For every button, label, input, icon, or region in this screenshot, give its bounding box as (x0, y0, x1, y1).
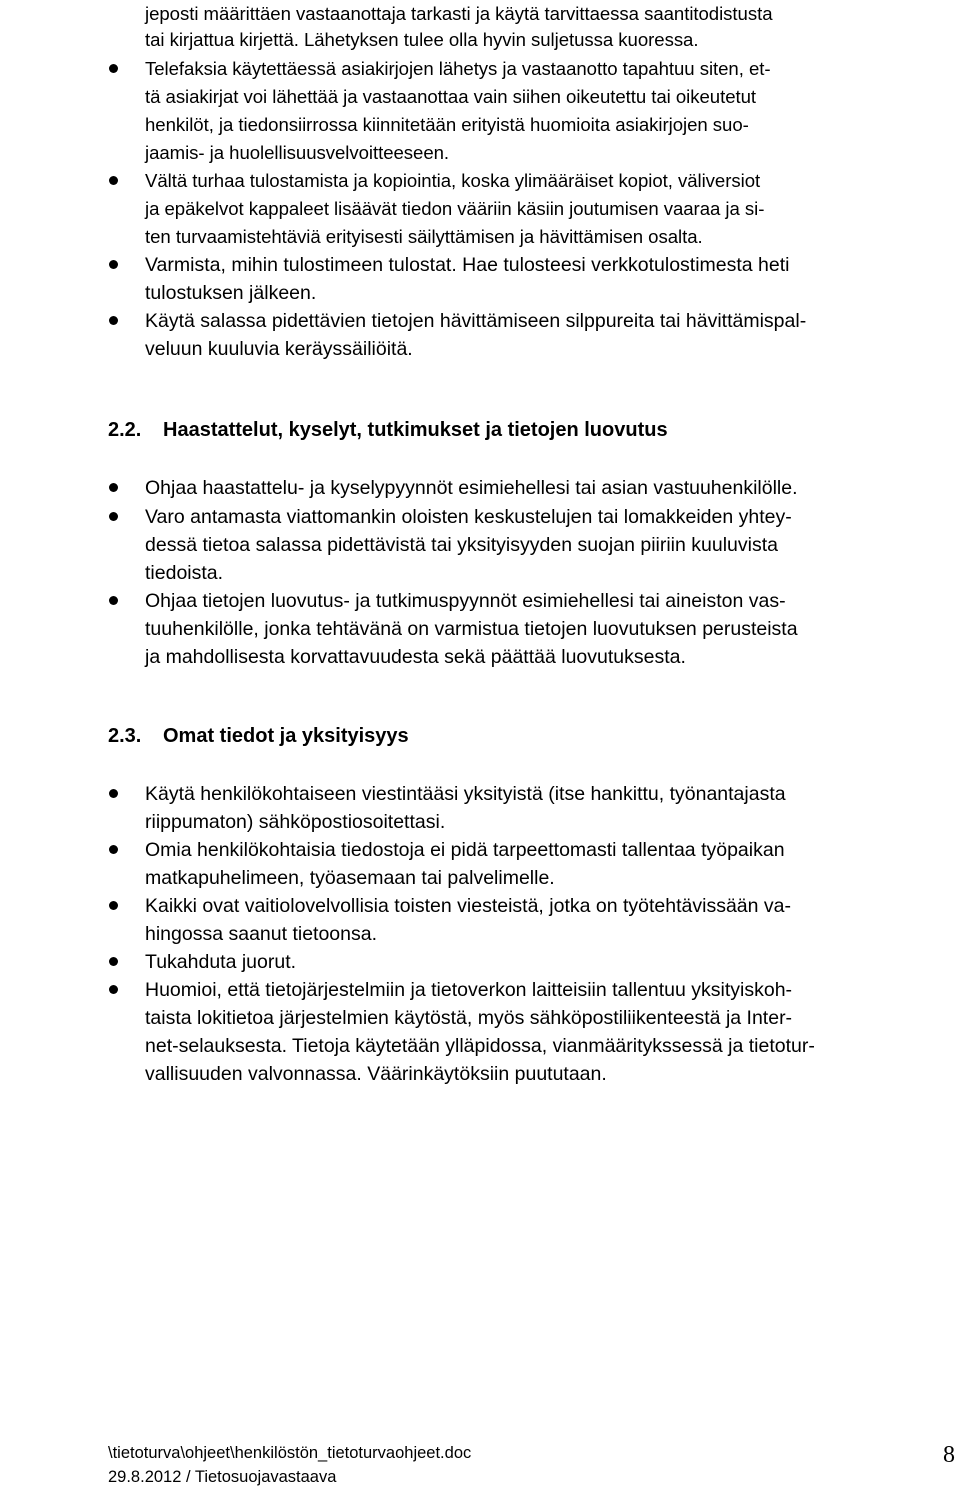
text-line: Ohjaa haastattelu- ja kyselypyynnöt esimiehellesi tai asian vastuuhenkilölle. (145, 477, 798, 499)
text-line: Käytä henkilökohtaiseen viestintääsi yksityistä (itse hankittu, työnantajasta (145, 783, 786, 805)
text-line: tiedoista. (145, 562, 224, 584)
text-line: Huomioi, että tietojärjestelmiin ja tietoverkon laitteisiin tallentuu yksityiskoh- (145, 979, 793, 1001)
text-line: vallisuuden valvonnassa. Väärinkäytöksiin puututaan. (145, 1063, 607, 1085)
bullet-icon (109, 176, 118, 185)
text-line: net-selauksesta. Tietoja käytetään ylläpidossa, vianmääritykssessä ja tietotur- (145, 1035, 815, 1057)
text-line: tulostuksen jälkeen. (145, 282, 317, 304)
bullet-icon (109, 260, 118, 269)
bullet-icon (109, 901, 118, 910)
text-line: Käytä salassa pidettävien tietojen hävittämiseen silppureita tai hävittämispal- (145, 310, 807, 332)
text-line: Tukahduta juorut. (145, 951, 297, 973)
section-heading: Haastattelut, kyselyt, tutkimukset ja tietojen luovutus (163, 419, 668, 441)
page-number: 8 (943, 1442, 955, 1468)
text-line: Varo antamasta viattomankin oloisten keskustelujen tai lomakkeiden yhtey- (145, 506, 792, 528)
text-line: Ohjaa tietojen luovutus- ja tutkimuspyynnöt esimiehellesi tai aineiston vas- (145, 590, 786, 612)
text-line: taista lokitietoa järjestelmien käytöstä, myös sähköpostiliikenteestä ja Inter- (145, 1007, 793, 1029)
text-line: riippumaton) sähköpostiosoitettasi. (145, 811, 446, 833)
bullet-icon (109, 64, 118, 73)
text-line: Telefaksia käytettäessä asiakirjojen lähetys ja vastaanotto tapahtuu siten, et- (145, 58, 771, 79)
bullet-icon (109, 845, 118, 854)
text-line: dessä tietoa salassa pidettävistä tai yksityisyyden suojan piiriin kuuluvista (145, 534, 778, 556)
footer-file-path: \tietoturva\ohjeet\henkilöstön_tietoturvaohjeet.doc (108, 1444, 472, 1462)
text-line: Omia henkilökohtaisia tiedostoja ei pidä tarpeettomasti tallentaa työpaikan (145, 839, 785, 861)
text-line: jeposti määrittäen vastaanottaja tarkasti ja käytä tarvittaessa saantitodistusta (145, 3, 773, 24)
text-line: henkilöt, ja tiedonsiirrossa kiinnitetään erityistä huomioita asiakirjojen suo- (145, 114, 749, 135)
text-line: tai kirjattua kirjettä. Lähetyksen tulee olla hyvin suljetussa kuoressa. (145, 29, 699, 50)
text-line: matkapuhelimeen, työasemaan tai palvelimelle. (145, 867, 555, 889)
text-line: Kaikki ovat vaitiolovelvollisia toisten viesteistä, jotka on työtehtävissään va- (145, 895, 791, 917)
footer-date-author: 29.8.2012 / Tietosuojavastaava (108, 1468, 337, 1486)
bullet-icon (109, 957, 118, 966)
bullet-icon (109, 512, 118, 521)
section-number: 2.3. (108, 725, 142, 747)
text-line: Varmista, mihin tulostimeen tulostat. Hae tulosteesi verkkotulostimesta heti (145, 254, 790, 276)
bullet-icon (109, 483, 118, 492)
bullet-icon (109, 316, 118, 325)
text-line: tuuhenkilölle, jonka tehtävänä on varmistua tietojen luovutuksen perusteista (145, 618, 798, 640)
bullet-icon (109, 789, 118, 798)
text-line: ja mahdollisesta korvattavuudesta sekä päättää luovutuksesta. (145, 646, 686, 668)
text-line: ten turvaamistehtäviä erityisesti säilyttämisen ja hävittämisen osalta. (145, 226, 703, 247)
text-line: jaamis- ja huolellisuusvelvoitteeseen. (145, 142, 450, 163)
bullet-icon (109, 596, 118, 605)
text-line: Vältä turhaa tulostamista ja kopiointia, koska ylimääräiset kopiot, väliversiot (145, 170, 761, 191)
text-line: hingossa saanut tietoonsa. (145, 923, 378, 945)
section-number: 2.2. (108, 419, 142, 441)
bullet-icon (109, 985, 118, 994)
text-line: tä asiakirjat voi lähettää ja vastaanottaa vain siihen oikeutettu tai oikeutetut (145, 86, 757, 107)
text-line: ja epäkelvot kappaleet lisäävät tiedon vääriin käsiin joutumisen vaaraa ja si- (145, 198, 765, 219)
section-heading: Omat tiedot ja yksityisyys (163, 725, 409, 747)
text-line: veluun kuuluvia keräyssäiliöitä. (145, 338, 413, 360)
